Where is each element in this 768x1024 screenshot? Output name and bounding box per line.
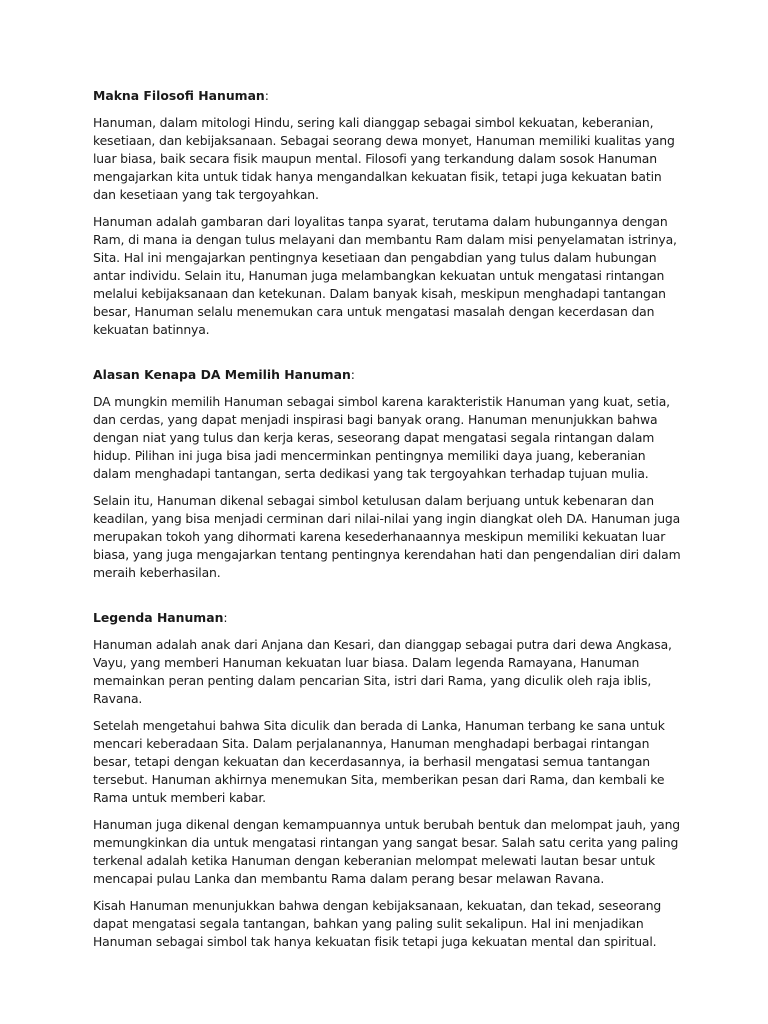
paragraph: Selain itu, Hanuman dikenal sebagai simbol ketulusan dalam berjuang untuk kebenaran dan keadilan, yang bisa menjadi cerminan dari nilai-nilai yang ingin diangkat oleh DA. Hanuman juga merupakan tokoh yang dihormati karena kesederhanaannya meskipun memiliki kekuatan luar biasa, yang juga mengajarkan tentang pentingnya kerendahan hati dan pengendalian diri dalam meraih keberhasilan.: [93, 493, 681, 580]
section-heading-colon: :: [264, 88, 269, 103]
paragraph: DA mungkin memilih Hanuman sebagai simbol karena karakteristik Hanuman yang kuat, setia, dan cerdas, yang dapat menjadi inspirasi bagi banyak orang. Hanuman menunjukkan bahwa dengan niat yang tulus dan kerja keras, seseorang dapat mengatasi segala rintangan dalam hidup. Pilihan ini juga bisa jadi mencerminkan pentingnya memiliki daya juang, keberanian dalam menghadapi tantangan, serta dedikasi yang tak tergoyahkan terhadap tujuan mulia.: [93, 394, 670, 481]
section-heading: [93, 87, 681, 105]
paragraph: Kisah Hanuman menunjukkan bahwa dengan kebijaksanaan, kekuatan, dan tekad, seseorang dapat mengatasi segala tantangan, bahkan yang paling sulit sekalipun. Hal ini menjadikan Hanuman sebagai simbol tak hanya kekuatan fisik tetapi juga kekuatan mental dan spiritual.: [93, 898, 662, 949]
section-heading-title: Alasan Kenapa DA Memilih Hanuman: [93, 367, 351, 382]
section-heading-title: Makna Filosofi Hanuman: [93, 88, 265, 103]
section-alasan: [93, 366, 681, 582]
paragraph: Hanuman, dalam mitologi Hindu, sering kali dianggap sebagai simbol kekuatan, keberanian, kesetiaan, dan kebijaksanaan. Sebagai seorang dewa monyet, Hanuman memiliki kualitas yang luar biasa, baik secara fisik maupun mental. Filosofi yang terkandung dalam sosok Hanuman mengajarkan kita untuk tidak hanya mengandalkan kekuatan fisik, tetapi juga kekuatan batin dan kesetiaan yang tak tergoyahkan.: [93, 115, 675, 202]
document-body: [93, 87, 681, 951]
section-heading-colon: :: [350, 367, 355, 382]
paragraph: Hanuman adalah anak dari Anjana dan Kesari, dan dianggap sebagai putra dari dewa Angkasa, Vayu, yang memberi Hanuman kekuatan luar biasa. Dalam legenda Ramayana, Hanuman memainkan peran penting dalam pencarian Sita, istri dari Rama, yang diculik oleh raja iblis, Ravana.: [93, 637, 672, 706]
section-heading-colon: :: [223, 610, 228, 625]
section-heading: [93, 609, 681, 627]
section-heading-title: Legenda Hanuman: [93, 610, 224, 625]
section-heading: [93, 366, 681, 384]
section-legenda: [93, 609, 681, 951]
paragraph: Setelah mengetahui bahwa Sita diculik dan berada di Lanka, Hanuman terbang ke sana untuk mencari keberadaan Sita. Dalam perjalanannya, Hanuman menghadapi berbagai rintangan besar, tetapi dengan kekuatan dan kecerdasannya, ia berhasil mengatasi semua tantangan tersebut. Hanuman akhirnya menemukan Sita, memberikan pesan dari Rama, dan kembali ke Rama untuk memberi kabar.: [93, 718, 665, 805]
paragraph: Hanuman juga dikenal dengan kemampuannya untuk berubah bentuk dan melompat jauh, yang memungkinkan dia untuk mengatasi rintangan yang sangat besar. Salah satu cerita yang paling terkenal adalah ketika Hanuman dengan keberanian melompat melewati lautan besar untuk mencapai pulau Lanka dan membantu Rama dalam perang besar melawan Ravana.: [93, 817, 681, 886]
paragraph: Hanuman adalah gambaran dari loyalitas tanpa syarat, terutama dalam hubungannya dengan Ram, di mana ia dengan tulus melayani dan membantu Ram dalam misi penyelamatan istrinya, Sita. Hal ini mengajarkan pentingnya kesetiaan dan pengabdian yang tulus dalam hubungan antar individu. Selain itu, Hanuman juga melambangkan kekuatan untuk mengatasi rintangan melalui kebijaksanaan dan ketekunan. Dalam banyak kisah, meskipun menghadapi tantangan besar, Hanuman selalu menemukan cara untuk mengatasi masalah dengan kecerdasan dan kekuatan batinnya.: [93, 214, 677, 337]
section-makna-filosofi: [93, 87, 681, 339]
